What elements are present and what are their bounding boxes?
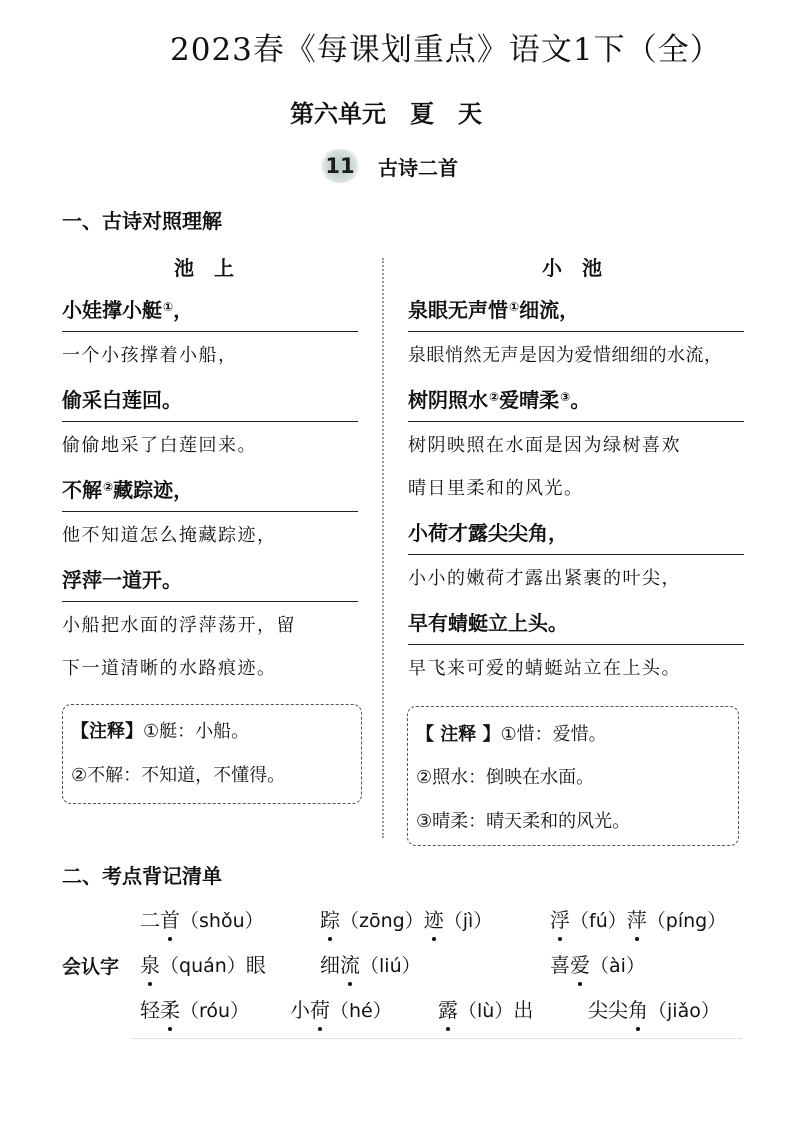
notes-box-left [62,704,362,804]
lesson-title: 古诗二首 [378,155,458,180]
poem-line: 泉眼无声惜 ① 细流 ， [408,286,744,332]
poem-translation: 小小的嫩荷才露出紧裹的叶尖， [408,567,681,589]
pinyin: jiǎo [667,1000,701,1022]
pinyin: liú [379,955,402,977]
section-title-key-points: 二、考点背记清单 [62,864,222,888]
poem-title-right: 小 池 [542,256,602,280]
footnote-marker: ② [103,479,114,494]
pinyin: zōng [359,910,405,932]
footnote-marker: ① [509,299,520,314]
vocab-item: 喜爱（ài） [550,950,645,981]
pinyin: hé [349,1000,373,1022]
unit-title: 第六单元 夏 天 [290,100,482,128]
poem-line: 小娃撑小艇 ① ， [62,286,358,332]
poem-line: 树阴照水 ② 爱晴柔 ③ 。 [408,376,744,422]
pinyin: róu [199,1000,231,1022]
poem-translation: 一个小孩撑着小船， [62,344,238,366]
poem-translation: 早飞来可爱的蜻蜓站立在上头。 [408,657,681,679]
vocab-item: 小荷（hé） [290,995,392,1026]
note-line: 【注释】①艇：小船。 [71,721,250,742]
footnote-marker: ② [489,389,500,404]
pinyin: píng [665,910,708,932]
lesson-heading [318,148,458,184]
pinyin: quán [179,955,227,977]
note-line: ②不解：不知道，不懂得。 [71,765,286,786]
vocab-item: 轻柔（róu） [140,995,249,1026]
poem-translation: 偷偷地采了白莲回来。 [62,434,257,456]
footnote-marker: ① [163,299,174,314]
vocab-item: 露（lù）出 [438,995,533,1026]
document-header-title: 2023春《每课划重点》语文1下（全） [170,32,722,68]
poem-translation: 树阴映照在水面是因为绿树喜欢 [408,434,681,456]
vocab-item: 尖尖角（jiǎo） [588,995,720,1026]
note-line: ②照水：倒映在水面。 [416,767,595,788]
vocab-item: 二首（shǒu） [140,905,264,936]
section-title-poem-comparison: 一、古诗对照理解 [62,209,222,233]
column-divider [382,258,384,838]
pinyin: fú [589,910,608,932]
footer-dotted-rule [132,1038,742,1039]
poem-line: 早有蜻蜓立上头 。 [408,599,744,645]
poem-translation: 他不知道怎么掩藏踪迹， [62,524,277,546]
pinyin: shǒu [199,910,245,932]
notes-label: 【注释】 [71,721,143,742]
vocab-item: 细流（liú） [320,950,421,981]
poem-translation-continued: 晴日里柔和的风光。 [408,477,584,499]
poem-line: 浮萍一道开 。 [62,556,358,602]
notes-box-right [407,706,739,846]
poem-translation-continued: 下一道清晰的水路痕迹。 [62,657,277,679]
poem-line: 不解 ② 藏踪迹 ， [62,466,358,512]
poem-title-left: 池 上 [174,256,234,280]
poem-line: 偷采白莲回 。 [62,376,358,422]
poem-line: 小荷才露尖尖角 ， [408,509,744,555]
poem-translation: 泉眼悄然无声是因为爱惜细细的水流， [408,344,723,366]
pinyin: jì [462,910,474,932]
footnote-marker: ③ [560,389,571,404]
vocab-label: 会认字 [62,956,120,978]
vocab-item: 浮（fú）萍（píng） [550,905,726,936]
poem-translation: 小船把水面的浮萍荡开，留 [62,614,296,636]
pinyin: ài [609,955,626,977]
note-line: 【 注释 】①惜：爱惜。 [416,724,607,745]
notes-label: 【 注释 】 [416,724,501,745]
lesson-number-badge: 11 [318,149,362,183]
pinyin: lù [477,1000,495,1022]
note-line: ③晴柔：晴天柔和的风光。 [416,811,631,832]
vocab-item: 泉（quán）眼 [140,950,266,981]
vocab-item: 踪（zōng）迹（jì） [320,905,492,936]
